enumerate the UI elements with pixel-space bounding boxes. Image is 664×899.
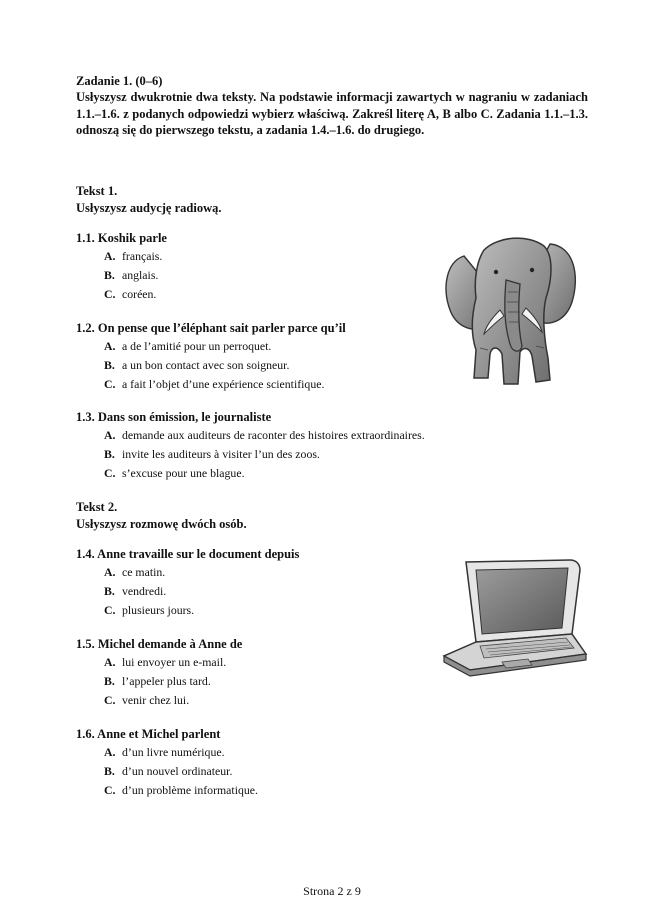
option-letter: C. bbox=[104, 287, 116, 301]
option-text: demande aux auditeurs de raconter des histoires extraordinaires. bbox=[122, 428, 425, 442]
option-text: français. bbox=[122, 249, 163, 263]
option-text: ce matin. bbox=[122, 565, 166, 579]
question-title: 1.2. On pense que l’éléphant sait parler parce qu’il bbox=[76, 321, 346, 335]
option-letter: C. bbox=[104, 466, 116, 480]
elephant-illustration bbox=[440, 228, 582, 390]
option-letter: C. bbox=[104, 603, 116, 617]
option-text: d’un livre numérique. bbox=[122, 745, 225, 759]
answer-option[interactable] bbox=[104, 426, 616, 445]
option-text: coréen. bbox=[122, 287, 157, 301]
option-letter: A. bbox=[104, 428, 116, 442]
answer-option[interactable] bbox=[104, 691, 616, 710]
question-1-3 bbox=[76, 409, 616, 483]
option-letter: B. bbox=[104, 764, 115, 778]
page-number: Strona 2 z 9 bbox=[303, 884, 361, 898]
option-letter: A. bbox=[104, 745, 116, 759]
option-letter: B. bbox=[104, 358, 115, 372]
option-text: a fait l’objet d’une expérience scientifique. bbox=[122, 377, 325, 391]
option-text: lui envoyer un e-mail. bbox=[122, 655, 227, 669]
task-title: Zadanie 1. (0–6) bbox=[76, 74, 163, 88]
option-text: invite les auditeurs à visiter l’un des zoos. bbox=[122, 447, 320, 461]
text1-subheading: Usłyszysz audycję radiową. bbox=[76, 201, 222, 215]
laptop-illustration bbox=[440, 558, 588, 678]
option-letter: C. bbox=[104, 693, 116, 707]
option-text: a un bon contact avec son soigneur. bbox=[122, 358, 290, 372]
option-text: a de l’amitié pour un perroquet. bbox=[122, 339, 272, 353]
option-letter: B. bbox=[104, 584, 115, 598]
option-letter: B. bbox=[104, 268, 115, 282]
text2-heading: Tekst 2. bbox=[76, 500, 118, 514]
option-letter: A. bbox=[104, 249, 116, 263]
option-text: d’un problème informatique. bbox=[122, 783, 258, 797]
answer-option[interactable] bbox=[104, 464, 616, 483]
option-text: s’excuse pour une blague. bbox=[122, 466, 245, 480]
question-title: 1.1. Koshik parle bbox=[76, 231, 167, 245]
question-title: 1.3. Dans son émission, le journaliste bbox=[76, 410, 272, 424]
option-text: d’un nouvel ordinateur. bbox=[122, 764, 233, 778]
answer-option[interactable] bbox=[104, 762, 616, 781]
option-text: plusieurs jours. bbox=[122, 603, 195, 617]
option-text: anglais. bbox=[122, 268, 159, 282]
option-letter: B. bbox=[104, 447, 115, 461]
question-1-6 bbox=[76, 726, 616, 800]
option-text: l’appeler plus tard. bbox=[122, 674, 211, 688]
option-letter: B. bbox=[104, 674, 115, 688]
text1-heading: Tekst 1. bbox=[76, 184, 118, 198]
option-letter: A. bbox=[104, 339, 116, 353]
option-letter: A. bbox=[104, 565, 116, 579]
laptop-icon bbox=[440, 558, 588, 678]
text2-subheading: Usłyszysz rozmowę dwóch osób. bbox=[76, 517, 247, 531]
task-instructions: Usłyszysz dwukrotnie dwa teksty. Na podstawie informacji zawartych w nagraniu w zadaniach 1.1.–1.6. z podanych odpowiedzi wybierz właściwą. Zakreśl literę A, B albo C. Zadania 1.1.–1.3. odnoszą się do pierwszego tekstu, a zadania 1.4.–1.6. do drugiego. bbox=[76, 90, 588, 137]
option-letter: A. bbox=[104, 655, 116, 669]
option-text: venir chez lui. bbox=[122, 693, 190, 707]
answer-option[interactable] bbox=[104, 743, 616, 762]
question-title: 1.6. Anne et Michel parlent bbox=[76, 727, 221, 741]
option-letter: C. bbox=[104, 783, 116, 797]
option-letter: C. bbox=[104, 377, 116, 391]
question-title: 1.4. Anne travaille sur le document depuis bbox=[76, 547, 300, 561]
question-title: 1.5. Michel demande à Anne de bbox=[76, 637, 243, 651]
answer-option[interactable] bbox=[104, 445, 616, 464]
option-text: vendredi. bbox=[122, 584, 167, 598]
elephant-icon bbox=[440, 228, 582, 390]
answer-option[interactable] bbox=[104, 781, 616, 800]
